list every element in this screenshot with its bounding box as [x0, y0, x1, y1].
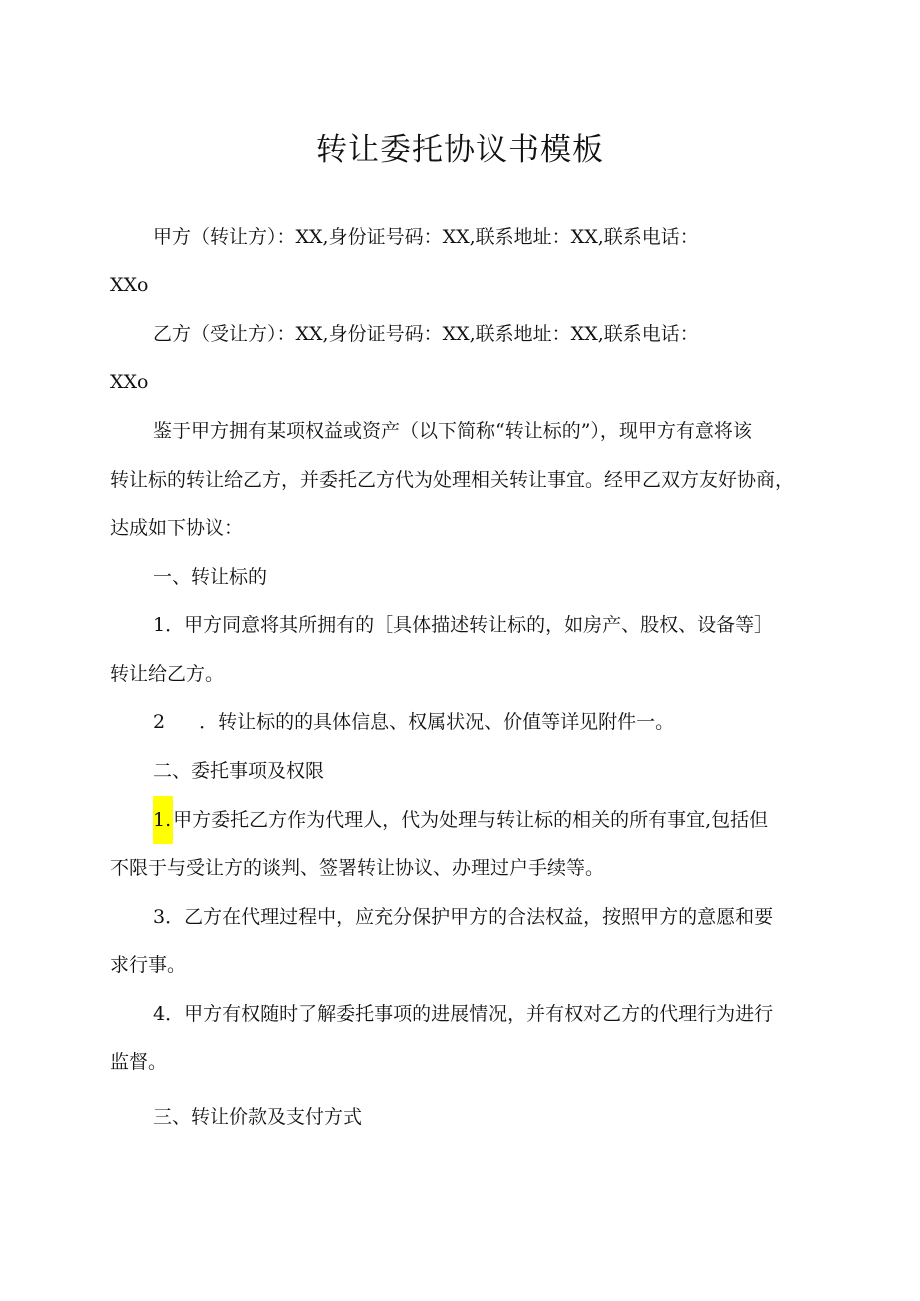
section-3-heading: 三、转让价款及支付方式	[153, 1106, 363, 1128]
section-1-heading: 一、转让标的	[153, 566, 268, 588]
section-2-item-3-line-1: 3．乙方在代理过程中，应充分保护甲方的合法权益，按照甲方的意愿和要	[153, 906, 774, 928]
section-2-item-1-line-2: 不限于与受让方的谈判、签署转让协议、办理过户手续等。	[110, 857, 605, 879]
intro-line-3: 达成如下协议：	[110, 517, 244, 539]
section-2-heading: 二、委托事项及权限	[153, 760, 325, 782]
section-1-item-2-text: ．转让标的的具体信息、权属状况、价值等详见附件一。	[199, 711, 675, 733]
party-a-line-1: 甲方（转让方）：XX,身份证号码：XX,联系地址：XX,联系电话：	[153, 226, 699, 248]
section-2-item-4-line-1: 4．甲方有权随时了解委托事项的进展情况，并有权对乙方的代理行为进行	[153, 1003, 774, 1025]
party-b-line-2: XXo	[110, 371, 149, 393]
section-1-item-2-number: 2	[153, 711, 166, 733]
section-2-item-3-line-2: 求行事。	[110, 954, 187, 976]
section-1-item-1-line-2: 转让给乙方。	[110, 663, 225, 685]
highlighted-item-number: 1.	[153, 796, 173, 844]
section-1-item-2	[153, 698, 813, 746]
section-2-item-1-line-1	[153, 796, 813, 844]
document-title: 转让委托协议书模板	[316, 132, 604, 168]
party-a-line-2: XXo	[110, 274, 149, 296]
intro-line-1: 鉴于甲方拥有某项权益或资产（以下简称“转让标的”），现甲方有意将该	[153, 420, 752, 442]
section-1-item-1-line-1: 1．甲方同意将其所拥有的［具体描述转让标的，如房产、股权、设备等］	[153, 614, 774, 636]
party-b-line-1: 乙方（受让方）：XX,身份证号码：XX,联系地址：XX,联系电话：	[153, 323, 699, 345]
section-2-item-4-line-2: 监督。	[110, 1051, 168, 1073]
intro-line-2: 转让标的转让给乙方，并委托乙方代为处理相关转让事宜。经甲乙双方友好协商，	[110, 469, 795, 491]
section-2-item-1-text: 甲方委托乙方作为代理人，代为处理与转让标的相关的所有事宜,包括但	[173, 809, 769, 831]
